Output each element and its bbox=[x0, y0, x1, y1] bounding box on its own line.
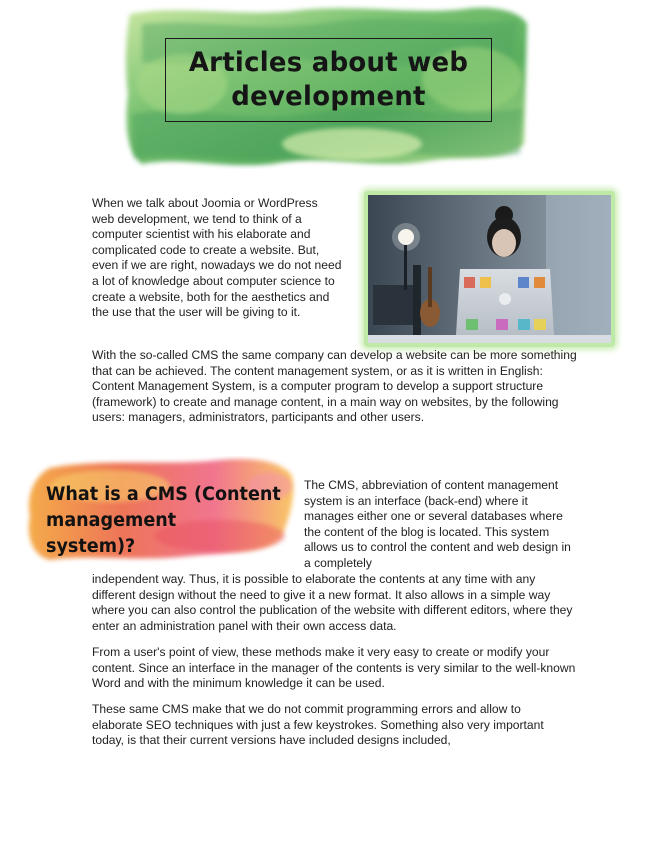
cms-heading-banner bbox=[20, 456, 298, 566]
title-frame bbox=[165, 38, 492, 122]
user-view-paragraph: From a user's point of view, these methods make it very easy to create or modify your content. Since an interface in the manager of the contents is very similar to the well-known Word and with the minimum knowledge it can be used. bbox=[92, 645, 576, 691]
seo-paragraph: These same CMS make that we do not commit programming errors and allow to elaborate SEO techniques with just a few keystrokes. Something also very important today, is that their current versions have included designs included, bbox=[92, 702, 544, 748]
cms-heading: What is a CMS (Content management system)? bbox=[46, 484, 281, 557]
intro-paragraph: When we talk about Joomia or WordPress web development, we tend to think of a computer scientist with his elaborate and complicated code to create a website. But, even if we are right, nowadays we do not need a lot of knowledge about computer science to create a website, both for the aesthetics and the use that the user will be giving to it. bbox=[92, 196, 342, 320]
cms-intro-paragraph: With the so-called CMS the same company can develop a website can be more something that can be achieved. The content management system, or as it is written in English: Content Management System, is a computer program to develop a support structure (framework) to create and manage content, in a main way on websites, by the following users: managers, administrators, participants and other users. bbox=[92, 348, 577, 425]
page-title: Articles about web development bbox=[188, 47, 469, 112]
photo-frame bbox=[364, 191, 615, 347]
person-with-laptop-photo bbox=[368, 195, 611, 343]
cms-definition-paragraph-part1: The CMS, abbreviation of content management system is an interface (back-end) where it manages either one or several databases where the content of the blog is located. This system allows us to control the content and web design in a completely bbox=[304, 478, 571, 570]
cms-definition-paragraph-part2: independent way. Thus, it is possible to elaborate the contents at any time with any different design without the need to give it a new format. It also allows in a simple way where you can also control the publication of the website with different editors, where they enter an administration panel with their own access data. bbox=[92, 572, 573, 633]
